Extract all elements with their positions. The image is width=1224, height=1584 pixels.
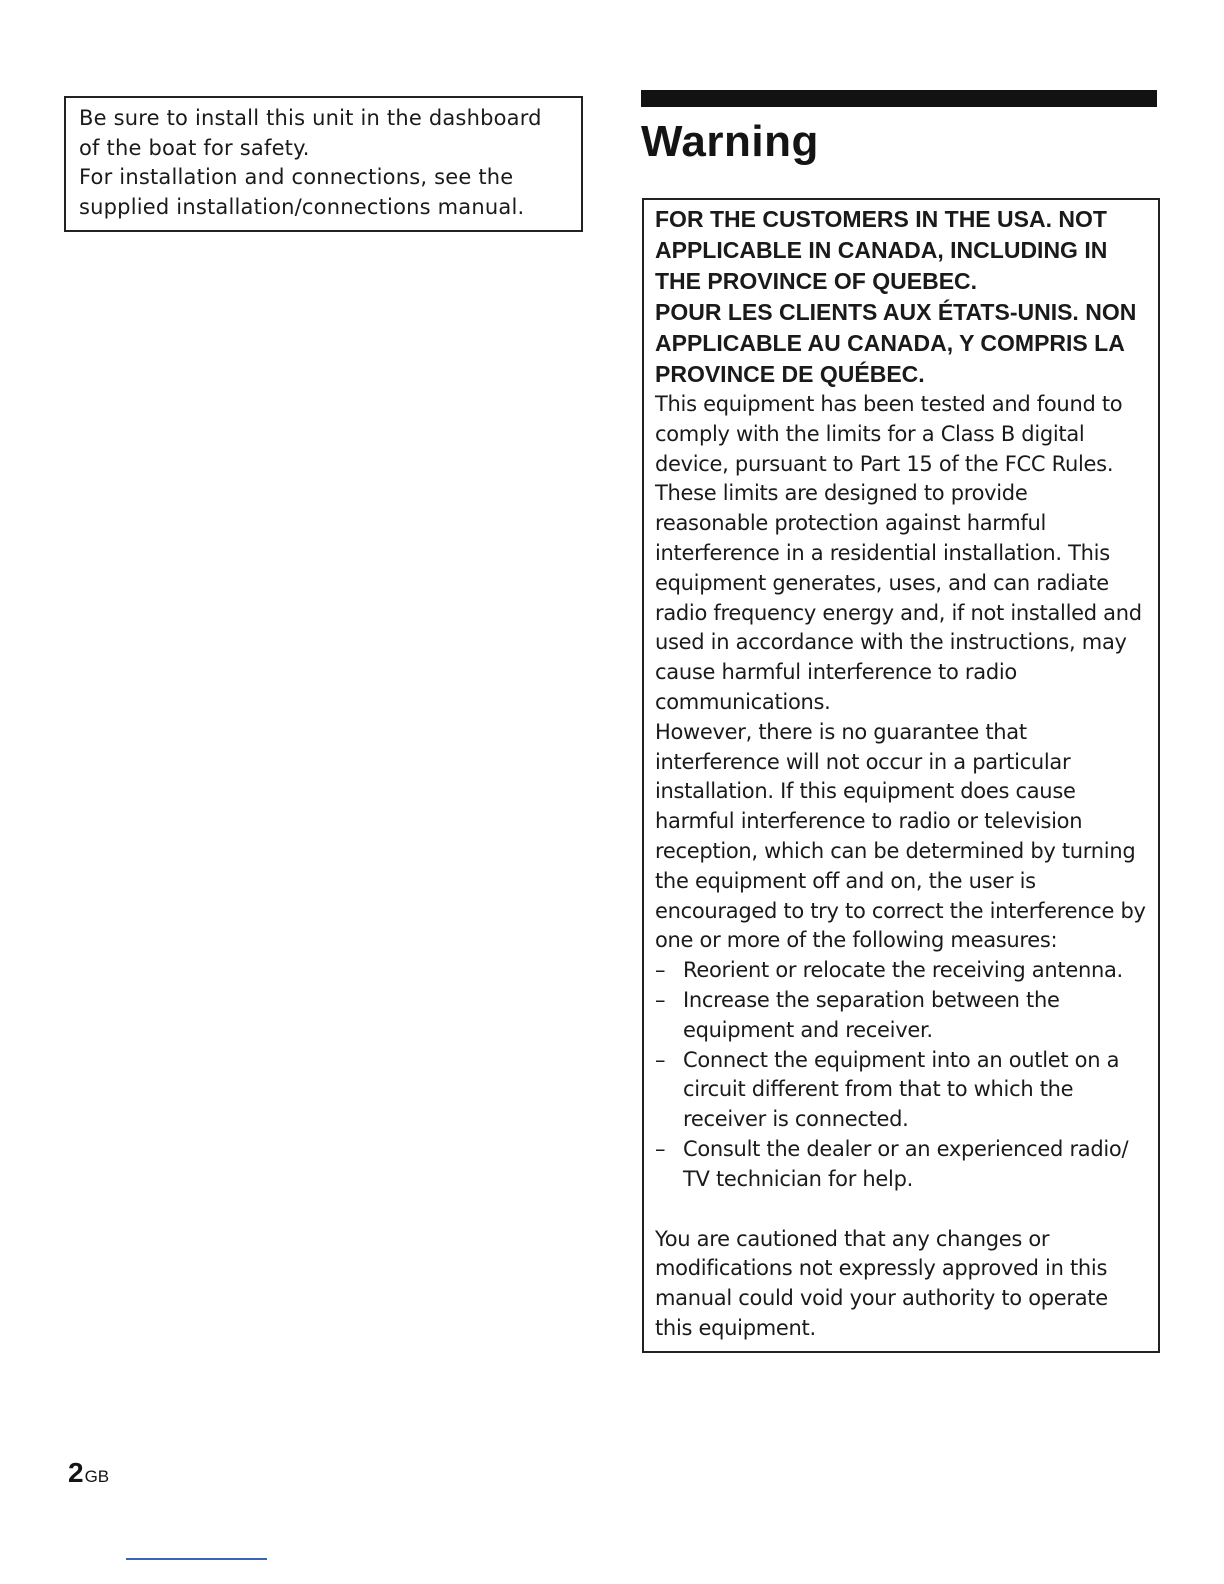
page-number [68, 1455, 109, 1495]
section-rule [641, 90, 1157, 107]
warning-title: Warning [641, 117, 819, 166]
caution-paragraph: You are cautioned that any changes or modifications not expressly approved in this manual could void your authority to operate this equipment. [655, 1226, 1108, 1340]
page-number-suffix: GB [84, 1467, 110, 1486]
heading-french: POUR LES CLIENTS AUX ÉTATS-UNIS. NON APPLICABLE AU CANADA, Y COMPRIS LA PROVINCE DE QUÉBEC. [655, 299, 1137, 387]
bottom-link-underline [126, 1558, 267, 1560]
page-number-value: 2 [68, 1457, 84, 1488]
measure-item: – Connect the equipment into an outlet on a circuit different from that to which the receiver is connected. [655, 1046, 1146, 1135]
fcc-compliance-paragraph: This equipment has been tested and found to comply with the limits for a Class B digital device, pursuant to Part 15 of the FCC Rules. These limits are designed to provide reasonable protection against harmful interference in a residential installation. This equipment generates, uses, and can radiate radio frequency energy and, if not installed and used in accordance with the instructions, may cause harmful interference to radio communications. [655, 392, 1142, 714]
measure-item: – Consult the dealer or an experienced radio/ TV technician for help. [655, 1135, 1146, 1195]
install-note-box [64, 96, 583, 232]
spacer [655, 1195, 1146, 1225]
heading-english: FOR THE CUSTOMERS IN THE USA. NOT APPLICABLE IN CANADA, INCLUDING IN THE PROVINCE OF QUEBEC. [655, 206, 1108, 294]
fcc-warning-box [642, 198, 1160, 1353]
install-note-line-2: For installation and connections, see the supplied installation/connections manual. [79, 165, 525, 219]
measures-list [655, 956, 1146, 1194]
measure-item: – Increase the separation between the equipment and receiver. [655, 986, 1146, 1046]
measure-item: – Reorient or relocate the receiving antenna. [655, 956, 1146, 986]
no-guarantee-paragraph: However, there is no guarantee that interference will not occur in a particular installation. If this equipment does cause harmful interference to radio or television reception, which can be determined by turning the equipment off and on, the user is encouraged to try to correct the interference by one or more of the following measures: [655, 719, 1146, 953]
install-note-line-1: Be sure to install this unit in the dashboard of the boat for safety. [79, 106, 542, 160]
